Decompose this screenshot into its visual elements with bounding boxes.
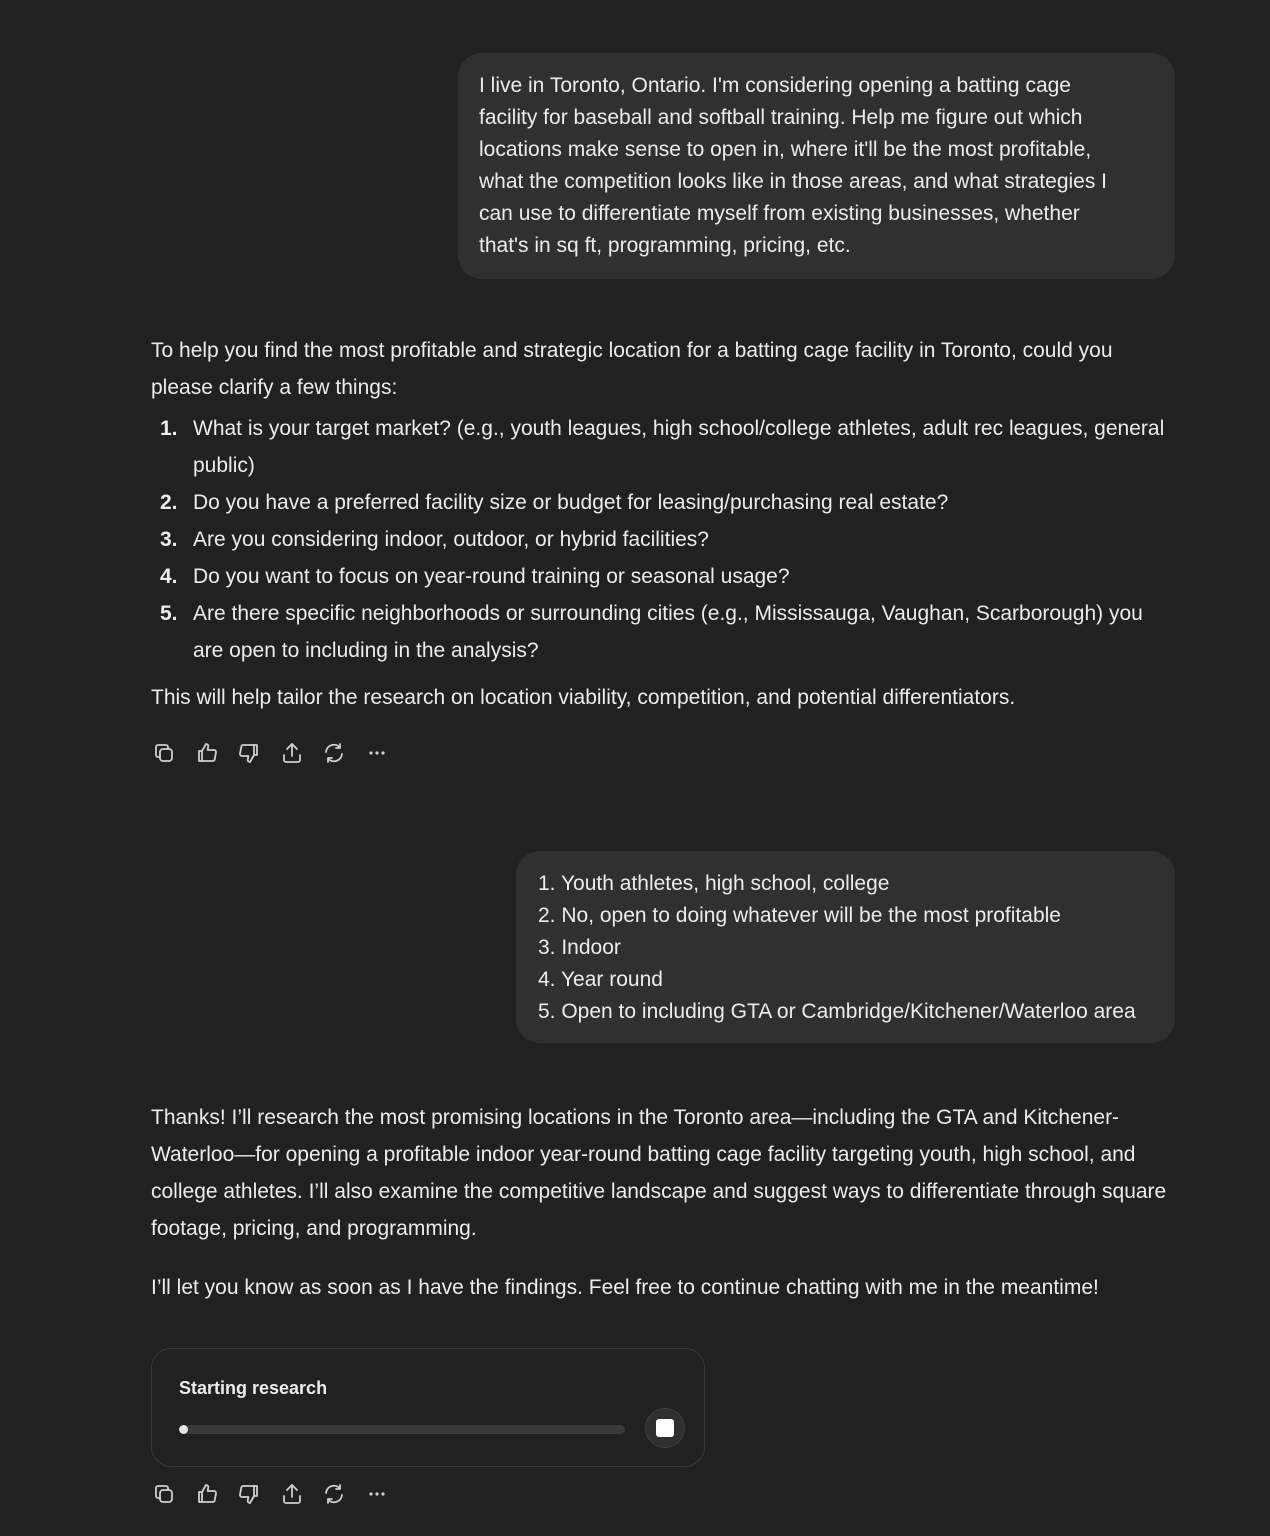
list-item	[151, 558, 1171, 595]
message-line: that's in sq ft, programming, pricing, etc.	[479, 234, 851, 257]
list-item	[151, 521, 1171, 558]
user-message-bubble	[458, 53, 1175, 279]
list-text: Are there specific neighborhoods or surrounding cities (e.g., Mississauga, Vaughan, Scarborough) you are open to including in the analysis?	[193, 602, 1143, 662]
message-line: 3. Indoor	[538, 936, 621, 959]
share-icon	[280, 741, 304, 765]
list-text: Are you considering indoor, outdoor, or hybrid facilities?	[193, 528, 709, 551]
message-line: I live in Toronto, Ontario. I'm considering opening a batting cage	[479, 74, 1071, 97]
message-line: 4. Year round	[538, 968, 663, 991]
thumbs-down-button[interactable]	[236, 1478, 279, 1510]
research-title: Starting research	[179, 1378, 328, 1398]
regenerate-icon	[322, 1482, 346, 1506]
assistant-paragraph: Thanks! I’ll research the most promising locations in the Toronto area—including the GTA and Kitchener-Waterloo—for opening a profitable indoor year-round batting cage facility targeting youth, high school, and college athletes. I’ll also examine the competitive landscape and suggest ways to differentiate through square footage, pricing, and programming.	[151, 1106, 1167, 1240]
more-icon	[365, 1482, 389, 1506]
share-button[interactable]	[279, 737, 322, 769]
list-item	[151, 595, 1171, 669]
thumbs-up-icon	[195, 741, 219, 765]
message-line: what the competition looks like in those areas, and what strategies I	[479, 170, 1108, 193]
list-number: 3.	[160, 528, 178, 551]
thumbs-up-button[interactable]	[194, 737, 237, 769]
list-number: 5.	[160, 602, 178, 625]
list-text: What is your target market? (e.g., youth leagues, high school/college athletes, adult rec leagues, general public)	[193, 417, 1165, 477]
list-text: Do you have a preferred facility size or budget for leasing/purchasing real estate?	[193, 491, 949, 514]
regenerate-button[interactable]	[321, 1478, 364, 1510]
thumbs-down-button[interactable]	[236, 737, 279, 769]
research-progress-bar	[179, 1425, 625, 1434]
thumbs-up-button[interactable]	[194, 1478, 237, 1510]
assistant-outro: This will help tailor the research on location viability, competition, and potential differentiators.	[151, 686, 1016, 709]
stop-icon	[656, 1419, 674, 1437]
list-number: 2.	[160, 491, 178, 514]
message-line: 1. Youth athletes, high school, college	[538, 872, 890, 895]
message-line: 5. Open to including GTA or Cambridge/Kitchener/Waterloo area	[538, 1000, 1136, 1023]
regenerate-button[interactable]	[321, 737, 364, 769]
question-list	[151, 410, 1171, 669]
assistant-intro: To help you find the most profitable and strategic location for a batting cage facility in Toronto, could you please clarify a few things:	[151, 339, 1113, 399]
list-number: 4.	[160, 565, 178, 588]
thumbs-up-icon	[195, 1482, 219, 1506]
assistant-message	[151, 332, 1171, 716]
copy-icon	[152, 1482, 176, 1506]
assistant-message	[151, 1099, 1171, 1306]
copy-icon	[152, 741, 176, 765]
user-message-bubble	[516, 851, 1175, 1043]
regenerate-icon	[322, 741, 346, 765]
more-button[interactable]	[364, 737, 407, 769]
list-item	[151, 484, 1171, 521]
thumbs-down-icon	[237, 1482, 261, 1506]
list-item	[151, 410, 1171, 484]
copy-button[interactable]	[151, 1478, 194, 1510]
more-button[interactable]	[364, 1478, 407, 1510]
message-actions	[151, 737, 406, 769]
stop-research-button[interactable]	[645, 1408, 685, 1448]
more-icon	[365, 741, 389, 765]
message-line: facility for baseball and softball training. Help me figure out which	[479, 106, 1083, 129]
message-line: locations make sense to open in, where it'll be the most profitable,	[479, 138, 1092, 161]
thumbs-down-icon	[237, 741, 261, 765]
research-progress-fill	[179, 1425, 188, 1434]
message-line: can use to differentiate myself from existing businesses, whether	[479, 202, 1080, 225]
copy-button[interactable]	[151, 737, 194, 769]
share-icon	[280, 1482, 304, 1506]
share-button[interactable]	[279, 1478, 322, 1510]
assistant-paragraph: I’ll let you know as soon as I have the findings. Feel free to continue chatting with me in the meantime!	[151, 1276, 1099, 1299]
list-text: Do you want to focus on year-round training or seasonal usage?	[193, 565, 790, 588]
message-actions	[151, 1478, 406, 1510]
list-number: 1.	[160, 417, 178, 440]
message-line: 2. No, open to doing whatever will be the most profitable	[538, 904, 1061, 927]
research-status-card	[151, 1348, 705, 1467]
